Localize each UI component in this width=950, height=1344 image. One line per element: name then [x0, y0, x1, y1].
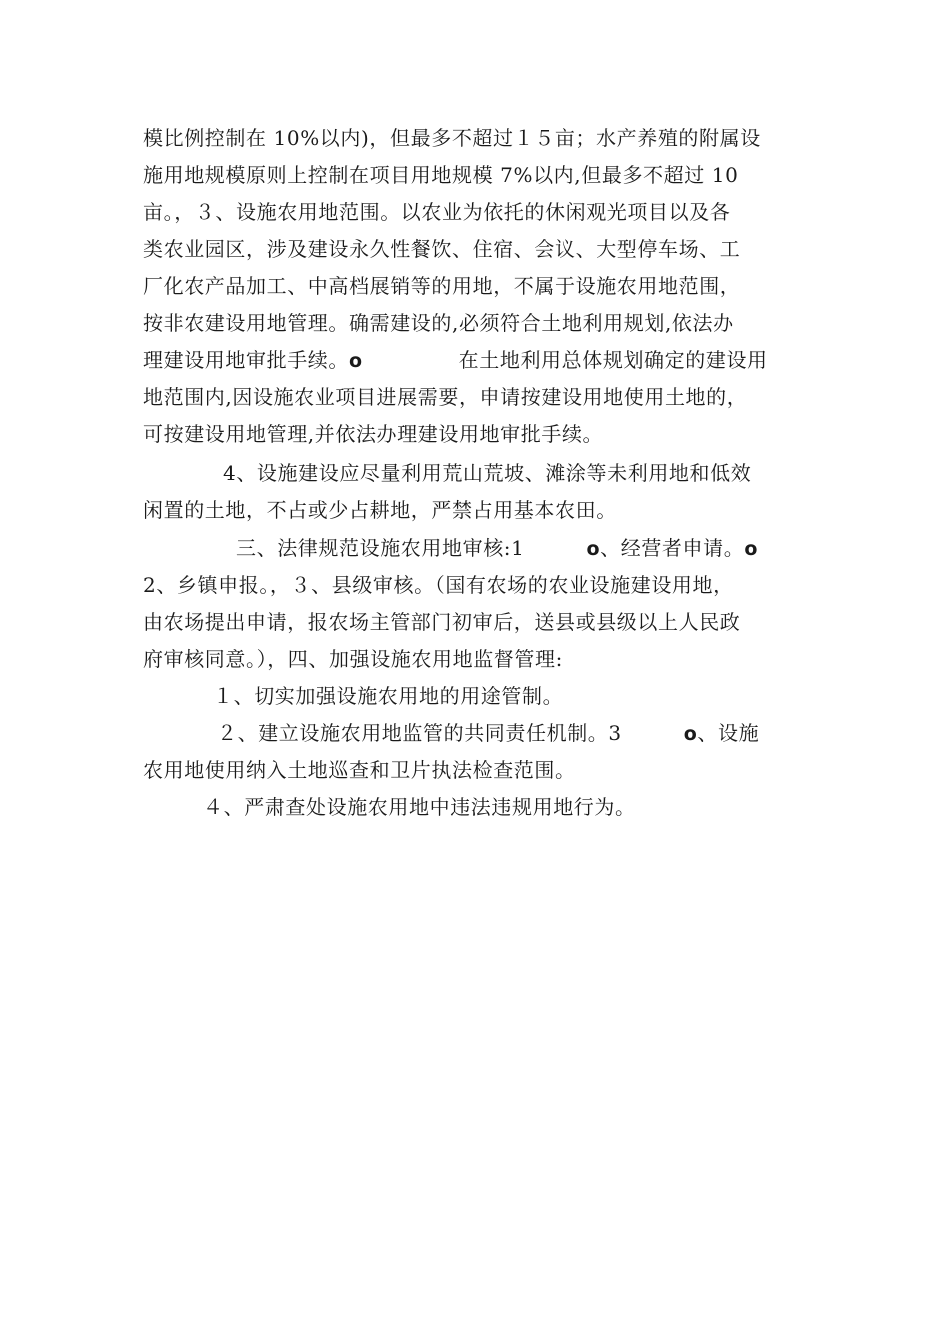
text-line: 农用地使用纳入土地巡查和卫片执法检查范围。: [143, 758, 576, 782]
text-line: 2、乡镇申报。，３、县级审核。（国有农场的农业设施建设用地，: [143, 573, 734, 597]
text-line: 模比例控制在 10%以内)，但最多不超过１５亩；水产养殖的附属设: [143, 126, 761, 150]
text-line: 按非农建设用地管理。确需建设的,必须符合土地利用规划,依法办: [143, 311, 734, 335]
text-line: 理建设用地审批手续。o 在土地利用总体规划确定的建设用: [143, 348, 768, 372]
text-line: ４、严肃查处设施农用地中违法违规用地行为。: [203, 795, 636, 819]
text-line: ２、建立设施农用地监管的共同责任机制。3 o、设施: [217, 721, 760, 745]
text-line: 闲置的土地，不占或少占耕地，严禁占用基本农田。: [143, 498, 617, 522]
mark-glyph: o: [683, 723, 698, 745]
text-line: １、切实加强设施农用地的用途管制。: [213, 684, 564, 708]
text-line: 可按建设用地管理,并依法办理建设用地审批手续。: [143, 422, 604, 446]
text-line: 地范围内,因设施农业项目进展需要，申请按建设用地使用土地的，: [143, 385, 748, 409]
text-line: 厂化农产品加工、中高档展销等的用地，不属于设施农用地范围，: [143, 274, 741, 298]
text-line: 府审核同意。），四、加强设施农用地监督管理:: [143, 647, 563, 671]
text-line: 类农业园区，涉及建设永久性餐饮、住宿、会议、大型停车场、工: [143, 237, 741, 261]
mark-glyph: o: [586, 538, 601, 560]
text-line: 亩。，３、设施农用地范围。以农业为依托的休闲观光项目以及各: [143, 200, 731, 224]
text-line: 施用地规模原则上控制在项目用地规模 7%以内,但最多不超过 10: [143, 163, 739, 187]
text-line: 由农场提出申请，报农场主管部门初审后，送县或县级以上人民政: [143, 610, 741, 634]
text-line: 三、法律规范设施农用地审核:1 o、经营者申请。o: [236, 536, 758, 560]
mark-glyph: o: [349, 350, 363, 372]
text-line: 4、设施建设应尽量利用荒山荒坡、滩涂等未利用地和低效: [223, 461, 752, 485]
mark-glyph: o: [744, 538, 758, 560]
